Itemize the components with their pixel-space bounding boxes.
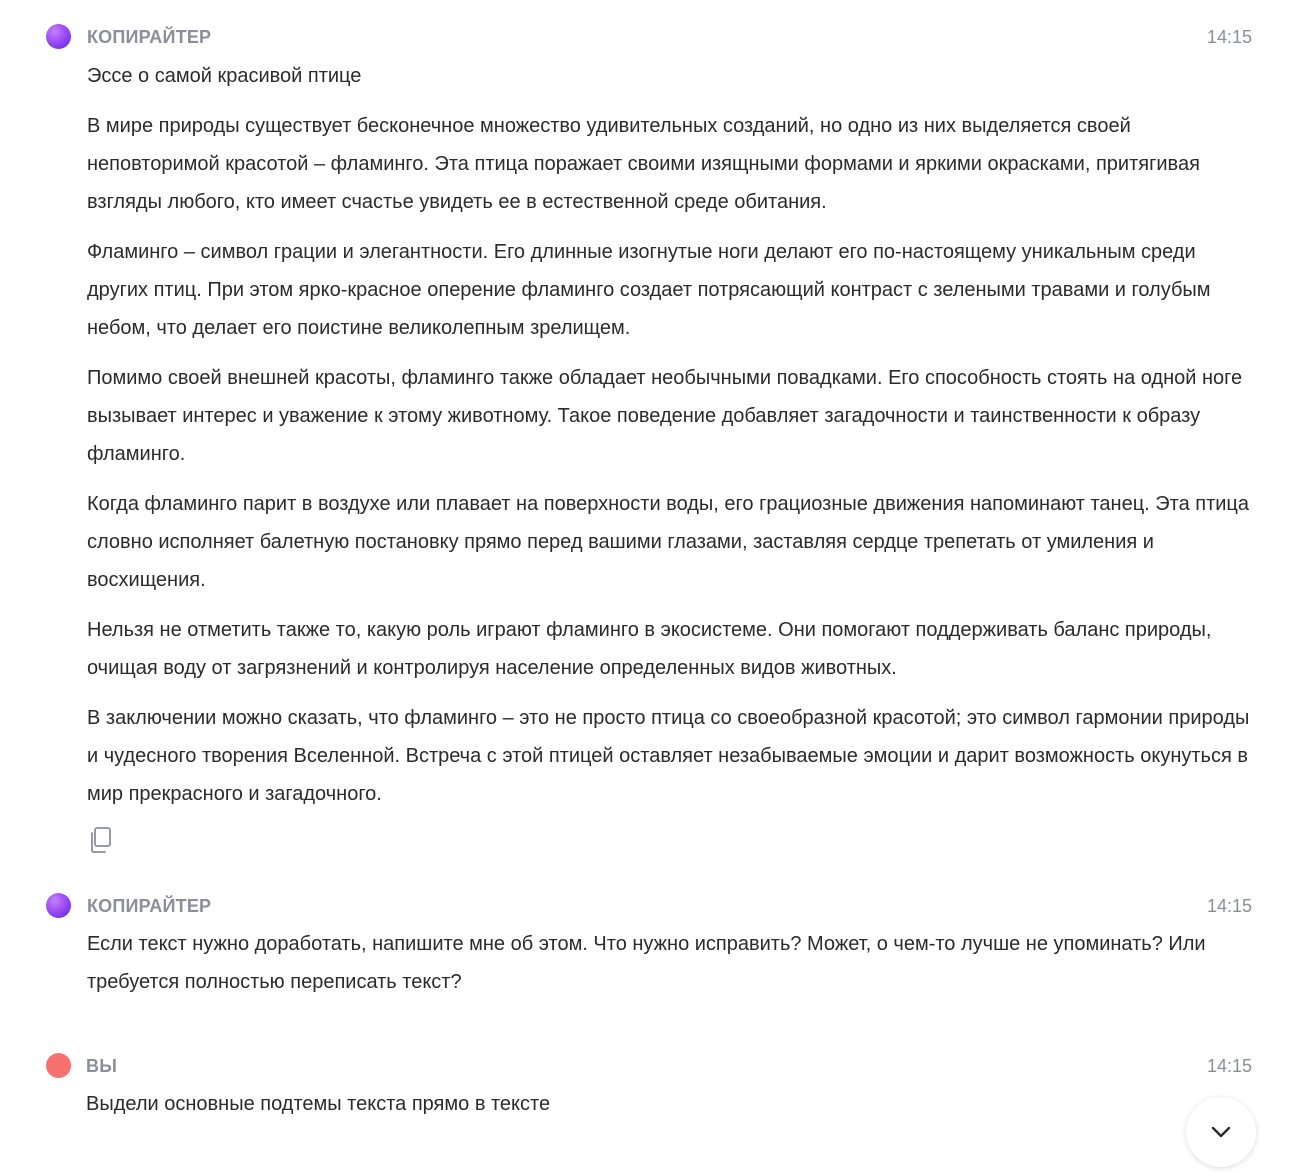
paragraph: В заключении можно сказать, что фламинго – это не просто птица со своеобразной красотой; это символ гармонии природы и чудесного творения Вселенной. Встреча с этой птицей оставляет незабываемые эмоции и дарит возможность окунуться в мир прекрасного и загадочного. xyxy=(87,707,1250,805)
copywriter-avatar xyxy=(46,24,71,49)
message-user xyxy=(0,1050,1306,1135)
message-header xyxy=(0,21,1306,51)
paragraph: Выдели основные подтемы текста прямо в тексте xyxy=(86,1093,551,1115)
message-copywriter-followup xyxy=(0,890,1306,1013)
copy-button[interactable] xyxy=(86,826,114,856)
message-time: 14:15 xyxy=(1206,896,1252,916)
message-author: КОПИРАЙТЕР xyxy=(87,896,212,916)
message-time: 14:15 xyxy=(1206,27,1252,47)
message-body xyxy=(87,57,1257,813)
chevron-down-icon xyxy=(1208,1119,1234,1145)
copywriter-avatar xyxy=(46,893,71,918)
paragraph: В мире природы существует бесконечное множество удивительных созданий, но одно из них выделяется своей неповторимой красотой – фламинго. Эта птица поражает своими изящными формами и яркими окрасками, притягивая взгляды любого, кто имеет счастье увидеть ее в естественной среде обитания. xyxy=(87,115,1200,213)
paragraph: Помимо своей внешней красоты, фламинго также обладает необычными повадками. Его способность стоять на одной ноге вызывает интерес и уважение к этому животному. Такое поведение добавляет загадочности и таинственности к образу фламинго. xyxy=(87,367,1243,465)
essay-title: Эссе о самой красивой птице xyxy=(87,65,362,87)
message-body xyxy=(86,1085,1256,1123)
message-header xyxy=(0,1050,1306,1080)
message-author: ВЫ xyxy=(86,1056,118,1076)
message-time: 14:15 xyxy=(1206,1056,1252,1076)
user-avatar xyxy=(46,1053,71,1078)
scroll-down-button[interactable] xyxy=(1186,1097,1256,1167)
message-header xyxy=(0,890,1306,920)
message-author: КОПИРАЙТЕР xyxy=(87,27,212,47)
paragraph: Фламинго – символ грации и элегантности. Его длинные изогнутые ноги делают его по-настоящему уникальным среди других птиц. При этом ярко-красное оперение фламинго создает потрясающий контраст с зелеными травами и голубым небом, что делает его поистине великолепным зрелищем. xyxy=(87,241,1211,339)
copy-icon xyxy=(86,826,114,856)
message-copywriter-essay xyxy=(0,21,1306,825)
paragraph: Нельзя не отметить также то, какую роль играют фламинго в экосистеме. Они помогают поддерживать баланс природы, очищая воду от загрязнений и контролируя население определенных видов животных. xyxy=(87,619,1212,679)
message-body xyxy=(87,925,1257,1001)
paragraph: Если текст нужно доработать, напишите мне об этом. Что нужно исправить? Может, о чем-то лучше не упоминать? Или требуется полностью переписать текст? xyxy=(87,933,1206,993)
paragraph: Когда фламинго парит в воздухе или плавает на поверхности воды, его грациозные движения напоминают танец. Эта птица словно исполняет балетную постановку прямо перед вашими глазами, заставляя сердце трепетать от умиления и восхищения. xyxy=(87,493,1250,591)
